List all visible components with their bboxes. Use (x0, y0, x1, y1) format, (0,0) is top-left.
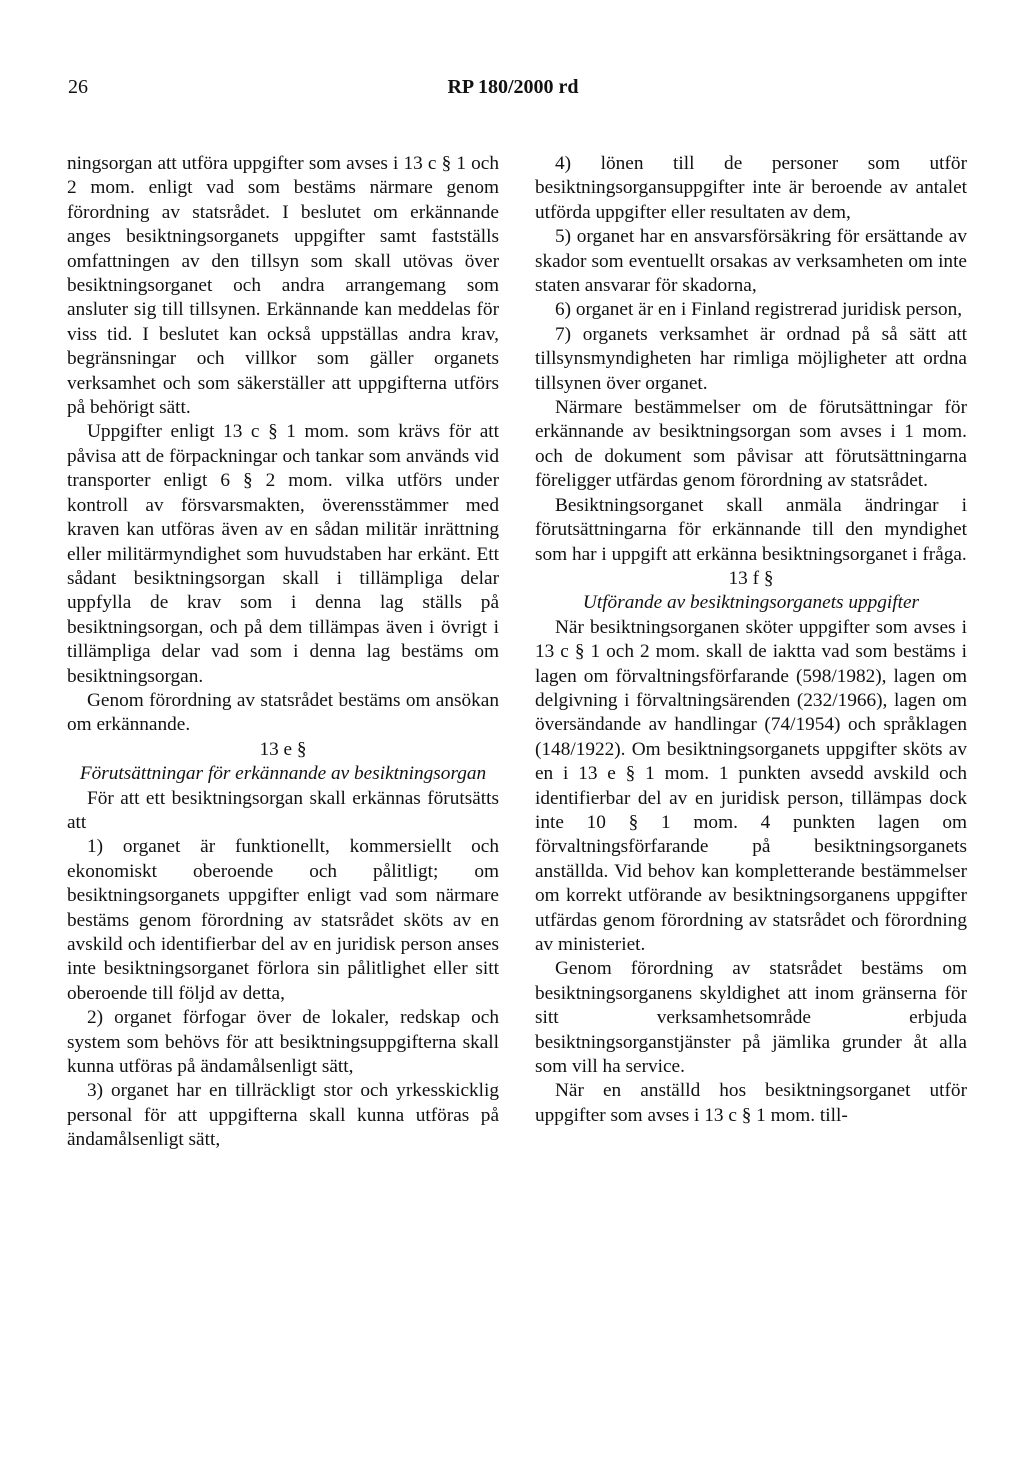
list-item: 7) organets verksamhet är ordnad på så sätt att tillsynsmyndigheten har rimliga möjligheter att ordna tillsynen över organet. (535, 323, 967, 394)
left-column (67, 152, 499, 1153)
right-column (535, 152, 967, 1128)
paragraph: När en anställd hos besiktningsorganet utför uppgifter som avses i 13 c § 1 mom. till- (535, 1080, 967, 1126)
section-13e-number: 13 e § (259, 738, 307, 760)
list-item: 5) organet har en ansvarsförsäkring för ersättande av skador som eventuellt orsakas av verksamheten om inte staten ansvarar för skadorna, (535, 226, 967, 297)
paragraph: För att ett besiktningsorgan skall erkännas förutsätts att (67, 787, 499, 833)
paragraph: När besiktningsorganen sköter uppgifter som avses i 13 c § 1 och 2 mom. skall de iaktta vad som bestäms i lagen om förvaltningsförfarande (598/1982), lagen om delgivning i förvaltningsärenden (232/1966), lagen om översändande av handlingar (74/1954) och språklagen (148/1922). Om besiktningsorganets uppgifter sköts av en i 13 e § 1 mom. 1 punkten avsedd avskild och identifierbar del av en juridisk person, tillämpas dock inte 10 § 1 mom. 4 punkten lagen om förvaltningsförfarande på besiktningsorganets anställda. Vid behov kan kompletterande bestämmelser om korrekt utförande av besiktningsorganens uppgifter utfärdas genom förordning av statsrådet och förordning av ministeriet. (535, 616, 967, 955)
list-item: 2) organet förfogar över de lokaler, redskap och system som behövs för att besiktningsuppgifterna skall kunna utföras på ändamålsenligt sätt, (67, 1007, 499, 1078)
paragraph: Genom förordning av statsrådet bestäms om ansökan om erkännande. (67, 689, 499, 736)
paragraph: Besiktningsorganet skall anmäla ändringar i förutsättningarna för erkännande till den myndighet som har i uppgift att erkänna besiktningsorganet i fråga. (535, 494, 967, 565)
list-item: 3) organet har en tillräckligt stor och yrkesskicklig personal för att uppgifterna skall kunna utföras på ändamålsenligt sätt, (67, 1080, 499, 1151)
running-title: RP 180/2000 rd (447, 76, 579, 98)
list-item: 4) lönen till de personer som utför besiktningsorgansuppgifter inte är beroende av antalet utförda uppgifter eller resultaten av dem, (535, 153, 967, 223)
list-item: 1) organet är funktionellt, kommersiellt och ekonomiskt oberoende och pålitligt; om besiktningsorganets uppgifter enligt vad som närmare bestäms genom förordning av statsrådet sköts av en avskild och identifierbar del av en juridisk person anses inte besiktningsorganet förlora sin pålitlighet eller sitt oberoende till följd av detta, (67, 836, 499, 1004)
paragraph: ningsorgan att utföra uppgifter som avses i 13 c § 1 och 2 mom. enligt vad som bestäms närmare genom förordning av statsrådet. I beslutet om erkännande anges besiktningsorganets uppgifter samt fastställs omfattningen av den tillsyn som skall utövas över besiktningsorganet och andra arrangemang som ansluter sig till tillsynen. Erkännande kan meddelas för viss tid. I beslutet kan också uppställas andra krav, begränsningar och villkor som gäller organets verksamhet och som säkerställer att uppgifterna utförs på behörigt sätt. (67, 153, 499, 419)
paragraph: Uppgifter enligt 13 c § 1 mom. som krävs för att påvisa att de förpackningar och tankar som används vid transporter enligt 6 § 2 mom. vilka utförs under kontroll av försvarsmakten, överensstämmer med kraven kan utföras även av en sådan militär inrättning eller militärmyndighet som huvudstaben har erkänt. Ett sådant besiktningsorgan skall i tillämpliga delar uppfylla de krav som i denna lag ställs på besiktningsorgan, och på dem tillämpas även i övrigt i tillämpliga delar vad som i denna lag bestäms om besiktningsorgan. (67, 421, 499, 687)
list-item: 6) organet är en i Finland registrerad juridisk person, (555, 299, 963, 321)
section-13f-title: Utförande av besiktningsorganets uppgifter (582, 592, 920, 614)
page-number: 26 (68, 76, 88, 98)
section-13f-number: 13 f § (728, 567, 774, 589)
page-header (68, 76, 958, 106)
paragraph: Genom förordning av statsrådet bestäms om besiktningsorganens skyldighet att inom gränserna för sitt verksamhetsområde erbjuda besiktningsorganstjänster på jämlika grunder åt alla som vill ha service. (535, 958, 967, 1078)
paragraph: Närmare bestämmelser om de förutsättningar för erkännande av besiktningsorgan som avses i 1 mom. och de dokument som påvisar att förutsättningarna föreligger utfärdas genom förordning av statsrådet. (535, 397, 967, 492)
section-13e-title: Förutsättningar för erkännande av besiktningsorgan (79, 763, 487, 785)
